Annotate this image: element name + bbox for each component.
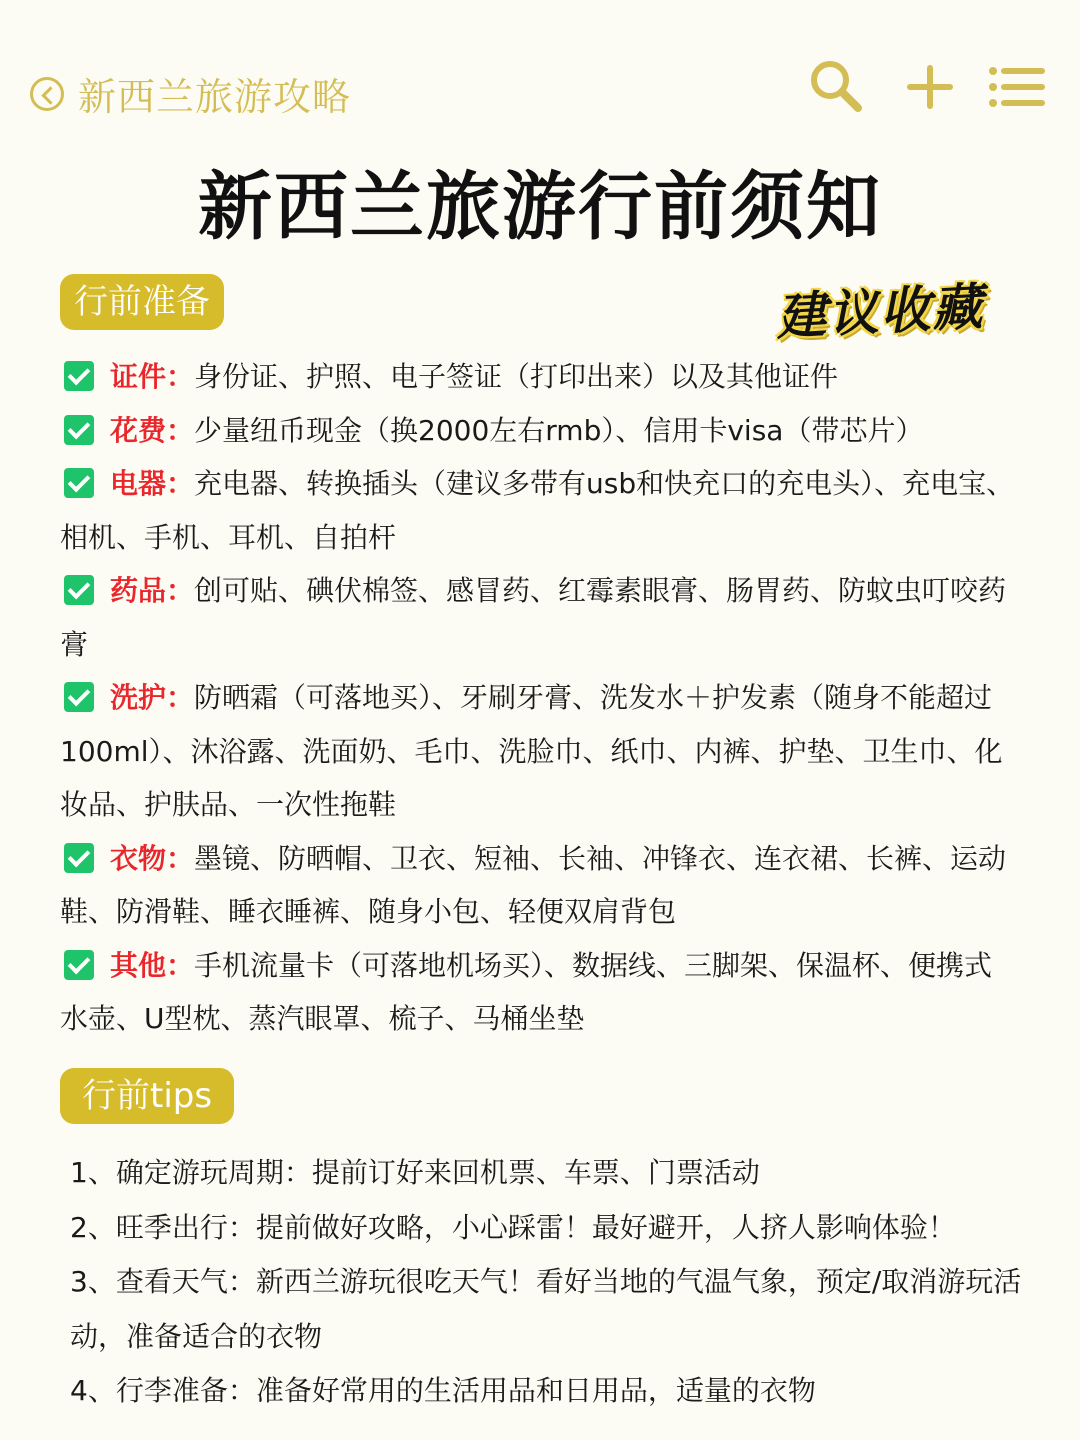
list-item [60, 564, 1020, 671]
list-item [60, 671, 1020, 832]
checkbox-icon [64, 468, 94, 498]
page-title: 新西兰旅游行前须知 [198, 164, 882, 250]
list-item [60, 404, 1020, 458]
plus-icon[interactable] [900, 56, 960, 116]
item-text: 充电器、转换插头（建议多带有usb和快充口的充电头）、充电宝、相机、手机、耳机、自拍杆 [60, 467, 1015, 554]
item-text: 少量纽币现金（换2000左右rmb）、信用卡visa（带芯片） [194, 413, 924, 447]
section-title-preparation: 行前准备 [60, 274, 224, 330]
item-text: 防晒霜（可落地买）、牙刷牙膏、洗发水＋护发素（随身不能超过100ml）、沐浴露、洗面奶、毛巾、洗脸巾、纸巾、内裤、护垫、卫生巾、化妆品、护肤品、一次性拖鞋 [60, 681, 1003, 821]
list-item [60, 939, 1020, 1046]
list-item [60, 350, 1020, 404]
item-label: 花费： [110, 413, 195, 447]
section-title-tips: 行前tips [60, 1068, 234, 1124]
item-label: 电器： [110, 467, 195, 500]
tip-item: 1、确定游玩周期：提前订好来回机票、车票、门票活动 [70, 1156, 760, 1189]
item-text: 身份证、护照、电子签证（打印出来）以及其他证件 [194, 360, 839, 393]
menu-icon[interactable] [986, 56, 1046, 116]
back-title: 新西兰旅游攻略 [78, 75, 352, 119]
search-icon[interactable] [806, 56, 866, 116]
checkbox-icon [64, 682, 94, 712]
back-button[interactable] [30, 66, 351, 121]
item-label: 其他： [110, 948, 195, 982]
checkbox-icon [64, 843, 94, 873]
tips-list [70, 1146, 1040, 1419]
checkbox-icon [64, 361, 94, 391]
item-label: 衣物： [110, 841, 195, 875]
item-text: 手机流量卡（可落地机场买）、数据线、三脚架、保温杯、便携式水壶、U型枕、蒸汽眼罩、梳子、马桶坐垫 [60, 948, 993, 1035]
list-item [60, 457, 1020, 564]
bookmark-stamp: 建议收藏 [774, 276, 986, 347]
item-label: 药品： [110, 574, 195, 607]
checkbox-icon [64, 950, 94, 980]
list-item [60, 832, 1020, 939]
checklist [60, 350, 1020, 1046]
item-label: 证件： [110, 360, 195, 393]
item-text: 创可贴、碘伏棉签、感冒药、红霉素眼膏、肠胃药、防蚊虫叮咬药膏 [60, 574, 1007, 661]
item-text: 墨镜、防晒帽、卫衣、短袖、长袖、冲锋衣、连衣裙、长裤、运动鞋、防滑鞋、睡衣睡裤、随身小包、轻便双肩背包 [60, 841, 1007, 928]
back-icon [30, 77, 64, 111]
tip-item: 4、行李准备：准备好常用的生活用品和日用品，适量的衣物 [70, 1374, 816, 1407]
checkbox-icon [64, 575, 94, 605]
top-bar [0, 50, 1080, 130]
checkbox-icon [64, 415, 94, 445]
item-label: 洗护： [110, 681, 195, 714]
tip-item: 3、查看天气：新西兰游玩很吃天气！看好当地的气温气象，预定/取消游玩活动，准备适合的衣物 [70, 1265, 1022, 1353]
tip-item: 2、旺季出行：提前做好攻略，小心踩雷！最好避开，人挤人影响体验！ [70, 1210, 956, 1244]
